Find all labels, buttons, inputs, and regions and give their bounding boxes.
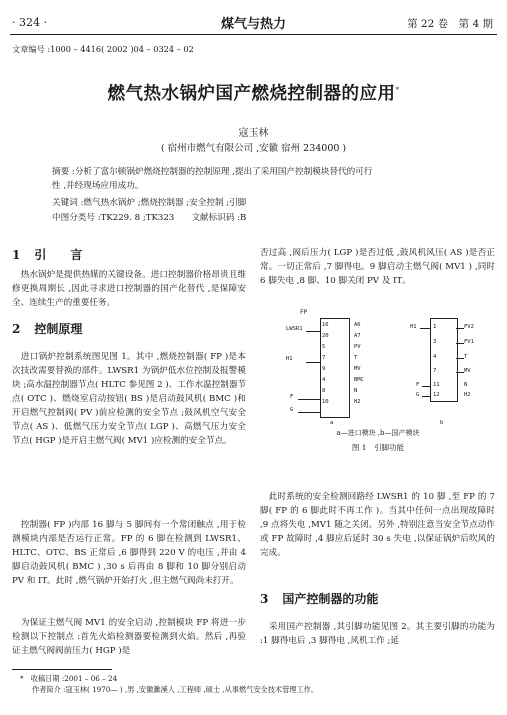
section-1-number: 1 <box>12 248 21 262</box>
title-text: 燃气热水锅炉国产燃烧控制器的应用 <box>107 84 396 104</box>
pin-a-n: N <box>354 388 358 394</box>
pin-a-5: 5 <box>322 344 326 350</box>
h1-label-b: H1 <box>410 324 417 330</box>
classification: 中图分类号 :TK229. 8 ;TK323 文献标识码 :B <box>52 213 247 223</box>
section-1-title: 引 言 <box>34 248 83 262</box>
figure-legend: a—进口模块 ,b—国产模块 <box>336 429 420 437</box>
section-3-number: 3 <box>260 592 269 606</box>
module-b-box <box>430 318 458 402</box>
wire-b-2 <box>456 328 464 329</box>
pin-b-7: 7 <box>433 368 437 374</box>
section-2-paragraph-1: 进口锅炉控制系统图见图 1。其中 ,燃烧控制器( FP )是本次技改需要替换的部件。LWSR1 为锅炉低水位控制及报警模块 ;高水温控制器节点( HLTC 参见图 2 )、工作水温控制器节点( OTC )、燃烧室启动按钮( BS )是启动鼓风机( BMC )和开启燃气控制阀( PV )前应检测的安全节点 ;鼓风机空气安全节点( AS )、低燃气压力安全节点( LGP )、高燃气压力安全节点( HGP )是开启主燃气阀( MV1 )应检测的安全节点。 <box>12 352 247 446</box>
section-2-heading <box>12 320 82 337</box>
section-2-number: 2 <box>12 322 21 336</box>
pin-b-1: 1 <box>433 324 437 330</box>
section-1-heading <box>12 246 82 263</box>
section-2-title: 控制原理 <box>34 322 83 336</box>
pin-a-bmc: BMC <box>354 377 364 383</box>
f-label-b: F <box>416 382 420 388</box>
lwsr-label: LWSR1 <box>286 326 303 332</box>
section-2-paragraph-2: 控制器( FP )内部 16 脚与 5 脚间有一个常闭触点 ,用于检测模块内部是否运行正常。FP 的 6 脚在检测到 LWSR1、HLTC、OTC、BS 正常后 ,6 脚得到 220 V 的电压 ,并由 4 脚启动鼓风机( BMC ) ,30 s 后再由 8 脚和 10 脚分别启动 PV 和 IT。此时 ,燃气锅炉开始打火 ,但主燃气阀尚未打开。 <box>12 520 246 586</box>
wire-b-4 <box>456 358 464 359</box>
pin-b-t: T <box>464 354 468 360</box>
pin-b-3: 3 <box>433 339 437 345</box>
footnote-rule <box>12 669 112 670</box>
fp-label: FP <box>300 309 308 316</box>
g-label-a: G <box>290 407 294 413</box>
abstract-line-2: 性 ,并经现场应用成功。 <box>52 181 144 191</box>
footnote-received <box>20 674 117 684</box>
pin-b-4: 4 <box>433 354 437 360</box>
pin-b-12: 12 <box>433 392 440 398</box>
pin-a-4: 4 <box>322 377 326 383</box>
pin-a-20: 20 <box>322 333 329 339</box>
wire-a-2 <box>306 362 320 363</box>
pin-b-fv2: FV2 <box>464 324 474 330</box>
h1-label-a: H1 <box>286 356 293 362</box>
wire-b-6 <box>422 386 430 387</box>
pin-a-a6: A6 <box>354 322 361 328</box>
title-footnote-mark: * <box>395 86 400 95</box>
wire-b-1 <box>420 328 430 329</box>
abstract-line-1: 摘要 :分析了富尔顿锅炉燃烧控制器的控制原理 ,提出了采用国产控制模块替代的可行 <box>52 167 373 177</box>
g-label-b: G <box>416 392 420 398</box>
pin-b-fv1: FV1 <box>464 339 474 345</box>
section-1-paragraph: 热水锅炉是提供热媒的关键设备。进口控制器价格昂贵且维修更换周期长 ,因此寻求进口控制器的国产化替代 ,是保障安全、连续生产的重要任务。 <box>12 270 246 308</box>
journal-name: 煤气与热力 <box>220 17 286 32</box>
wire-a-3 <box>298 399 320 400</box>
keywords: 关键词 :燃气热水锅炉 ;燃烧控制器 ;安全控制 ;引脚 <box>52 198 247 208</box>
f-label-a: F <box>290 394 294 400</box>
figure-1 <box>262 306 494 456</box>
footnote-mark: * <box>20 674 24 683</box>
section-3-heading <box>260 590 378 607</box>
pin-b-n: N <box>464 382 468 388</box>
pin-a-t: T <box>354 355 358 361</box>
section-3-title: 国产控制器的功能 <box>282 592 379 606</box>
paper-title <box>0 80 507 105</box>
header-rule <box>10 34 497 35</box>
figure-caption: 图 1 引脚功能 <box>351 443 405 452</box>
received-date: 收稿日期 :2001 – 06 – 24 <box>30 674 118 683</box>
pin-b-mv: MV <box>464 368 471 374</box>
pin-a-16: 16 <box>322 322 329 328</box>
section-2-paragraph-3: 为保证主燃气阀 MV1 的安全启动 ,控制模块 FP 将进一步检测以下控制点 :首先火焰检测器要检测到火焰。然后 ,再验证主燃气阀阀前压力( HGP )是 <box>12 618 246 656</box>
wire-a-4 <box>298 412 320 413</box>
pin-a-a7: A7 <box>354 333 361 339</box>
wire-b-7 <box>422 396 430 397</box>
page-number: · 324 · <box>12 16 47 29</box>
affiliation: ( 宿州市燃气有限公司 ,安徽 宿州 234000 ) <box>160 143 347 154</box>
pin-a-pv: PV <box>354 344 361 350</box>
sub-label-b: b <box>440 420 444 426</box>
footnote-bio: 作者简介 :寇玉林( 1970— ) ,男 ,安徽濉溪人 ,工程师 ,硕士 ,从事燃气安全技术管理工作。 <box>32 685 319 694</box>
pin-b-11: 11 <box>433 382 440 388</box>
wire-b-3 <box>456 343 464 344</box>
pin-a-9: 9 <box>322 366 326 372</box>
right-column-paragraph-2: 此时系统的安全检测回路经 LWSR1 的 10 脚 ,至 FP 的 7 脚( FP 的 6 脚此时不再工作 )。当其中任何一点出现故障时 ,9 点将失电 ,MV1 随之关闭。另外 ,特别注意当安全节点动作或 FP 故障时 ,4 脚应后延时 30 s 失电 ,以保证锅炉后吹风的完成。 <box>260 492 495 558</box>
pin-a-8: 8 <box>322 388 326 394</box>
author: 寇玉林 <box>238 128 269 139</box>
pin-a-7: 7 <box>322 355 326 361</box>
right-column-paragraph-1: 否过高 ,阀后压力( LGP )是否过低 ,鼓风机风压( AS )是否正常。一切正常后 ,7 脚得电。9 脚启动主燃气阀( MV1 ) ,同时 6 脚失电 ,8 脚、10 脚关闭 PV 及 IT。 <box>260 248 495 286</box>
pin-a-10: 10 <box>322 399 329 405</box>
wire-a-1 <box>306 331 320 332</box>
wire-b-5 <box>456 372 464 373</box>
pin-a-mv: MV <box>354 366 361 372</box>
section-3-paragraph: 采用国产控制器 ,其引脚功能见图 2。其主要引脚的功能为 :1 脚得电后 ,3 脚得电 ,风机工作 ;延 <box>260 622 495 646</box>
article-id: 文章编号 :1000 – 4416( 2002 )04 – 0324 – 02 <box>12 44 194 54</box>
volume-issue: 第 22 卷 第 4 期 <box>407 18 493 30</box>
pin-a-h2: H2 <box>354 399 361 405</box>
sub-label-a: a <box>330 420 334 426</box>
pin-b-h2: H2 <box>464 392 471 398</box>
